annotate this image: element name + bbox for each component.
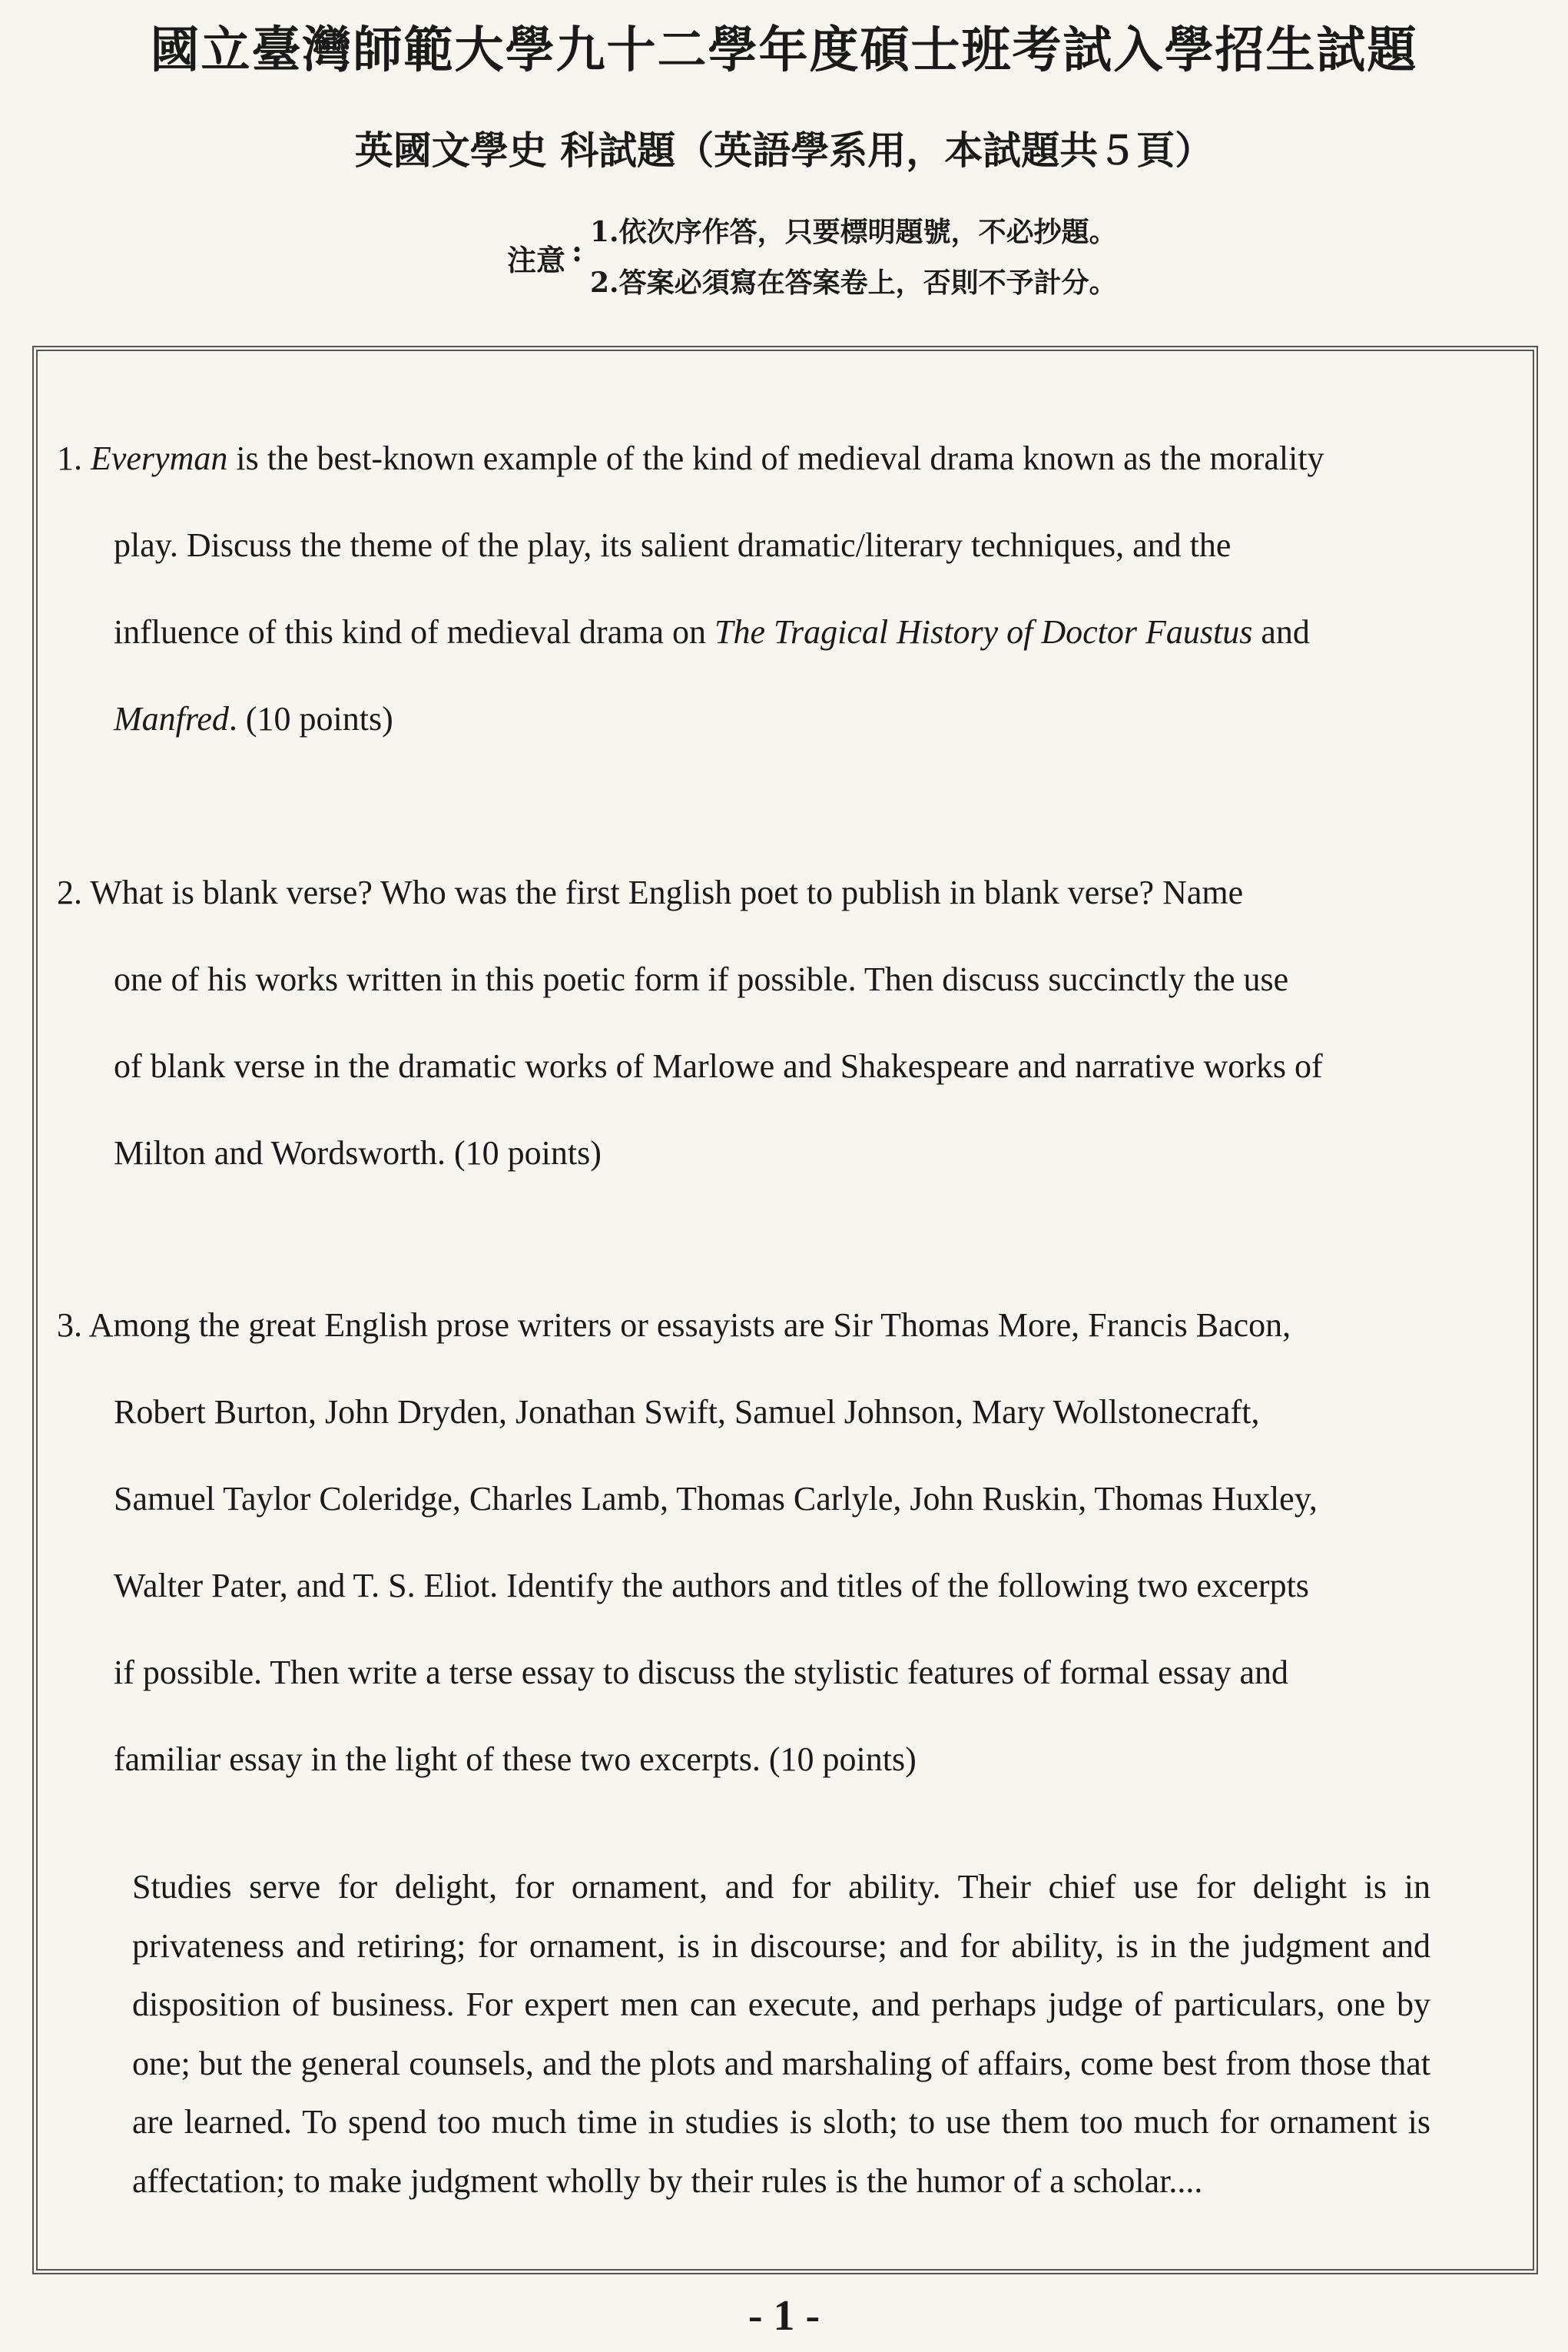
notes-label: 注意: [507, 243, 566, 277]
question-3-line-5: if possible. Then write a terse essay to discuss the stylistic features of formal essay and: [114, 1654, 1289, 1691]
note-1: 1.依次序作答，只要標明題號，不必抄題。: [590, 216, 1117, 248]
question-2-line-2: one of his works written in this poetic form if possible. Then discuss succinctly the use: [114, 960, 1289, 998]
question-1-line-4: Manfred. (10 points): [114, 700, 393, 738]
question-1-line-3: influence of this kind of medieval drama on The Tragical History of Doctor Faustus and: [114, 613, 1310, 651]
question-3: [57, 1282, 1517, 1803]
question-3-line-3: Samuel Taylor Coleridge, Charles Lamb, Thomas Carlyle, John Ruskin, Thomas Huxley,: [114, 1480, 1318, 1518]
notes-block: [507, 206, 1352, 306]
question-2-line-4: Milton and Wordsworth. (10 points): [114, 1134, 602, 1172]
question-1-line-2: play. Discuss the theme of the play, its salient dramatic/literary techniques, and the: [114, 526, 1232, 564]
question-3-line-2: Robert Burton, John Dryden, Jonathan Swift, Samuel Johnson, Mary Wollstonecraft,: [114, 1393, 1260, 1431]
doctor-faustus-title: The Tragical History of Doctor Faustus: [714, 613, 1253, 651]
manfred-title: Manfred: [114, 700, 229, 738]
question-1: [57, 415, 1517, 762]
question-2-line-1: 2. What is blank verse? Who was the first English poet to publish in blank verse? Name: [57, 874, 1244, 911]
question-2-line-3: of blank verse in the dramatic works of Marlowe and Shakespeare and narrative works of: [114, 1047, 1323, 1085]
page-number: - 1 -: [748, 2292, 820, 2340]
note-2: 2.答案必須寫在答案卷上，否則不予計分。: [590, 267, 1117, 299]
question-3-line-6: familiar essay in the light of these two excerpts. (10 points): [114, 1740, 917, 1778]
excerpt-passage: Studies serve for delight, for ornament, and for ability. Their chief use for delight is in privateness and retiring; for ornament, is in discourse; and for ability, is in the judgment and disposition of business. For expert men can execute, and perhaps judge of particulars, one by one; but the general counsels, and the plots and marshaling of affairs, come best from those that are learned. To spend too much time in studies is sloth; to use them too much for ornament is affectation; to make judgment wholly by their rules is the humor of a scholar....: [132, 1868, 1430, 2200]
question-3-line-4: Walter Pater, and T. S. Eliot. Identify the authors and titles of the following two excerpts: [114, 1567, 1309, 1604]
question-2: [57, 849, 1517, 1196]
notes-colon: :: [572, 234, 583, 268]
exam-title: 國立臺灣師範大學九十二學年度碩士班考試入學招生試題: [150, 22, 1418, 79]
exam-subtitle: 英國文學史 科試題（英語學系用，本試題共５頁）: [354, 128, 1214, 173]
question-1-line-1: 1. Everyman is the best-known example of the kind of medieval drama known as the morality: [57, 440, 1324, 477]
question-3-line-1: 3. Among the great English prose writers or essayists are Sir Thomas More, Francis Bacon,: [57, 1306, 1291, 1344]
everyman-title: Everyman: [91, 440, 228, 477]
